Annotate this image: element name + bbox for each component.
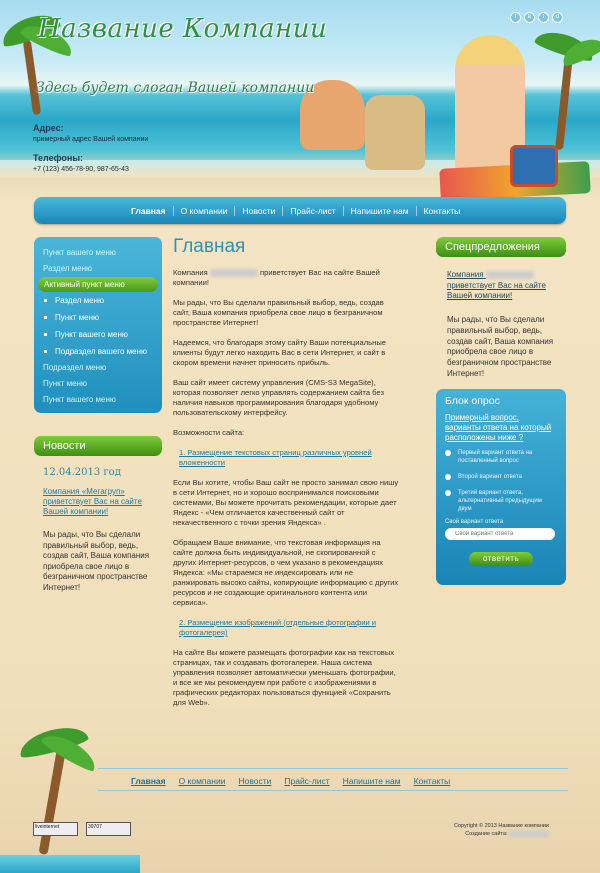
- main-content: [173, 236, 399, 718]
- top-nav: [34, 197, 566, 224]
- footer-nav: [131, 776, 463, 786]
- poll-option-label: Третий вариант ответа, альтернативный предыдущим двум: [458, 490, 542, 512]
- blurred-company-name: [210, 269, 258, 277]
- blurred-creator: [509, 831, 549, 837]
- nav-pricelist[interactable]: Прайс-лист: [282, 206, 342, 216]
- special-link-text: приветствует Вас на сайте Вашей компании!: [447, 280, 546, 300]
- address-label: Адрес:: [33, 123, 64, 133]
- news-heading: Новости: [34, 436, 162, 456]
- radio-icon[interactable]: [445, 450, 451, 456]
- company-logo[interactable]: Название Компании: [38, 14, 328, 44]
- footer-divider: [98, 768, 568, 769]
- paragraph: Надеемся, что благодаря этому сайту Ваши потенциальные клиенты будут легко находить Вас в сети Интернет, и сайт в скором времени начнет приносить прибыль.: [173, 338, 387, 367]
- palm-tree-left: [23, 40, 41, 115]
- poll-block: [436, 389, 566, 585]
- menu-item[interactable]: Подраздел меню: [43, 363, 107, 372]
- footer-divider: [98, 790, 568, 791]
- blurred-company-name: [486, 271, 534, 279]
- submenu-item[interactable]: Раздел меню: [34, 292, 162, 309]
- menu-item[interactable]: Раздел меню: [43, 264, 93, 273]
- menu-item[interactable]: Пункт вашего меню: [43, 395, 116, 404]
- sandcastle: [365, 95, 425, 170]
- twitter-icon[interactable]: t: [538, 12, 549, 23]
- phones-label: Телефоны:: [33, 153, 84, 163]
- special-offer-link[interactable]: [447, 270, 562, 302]
- odnoklassniki-icon[interactable]: o: [552, 12, 563, 23]
- poll-option-label: Первый вариант ответа на поставленный вопрос: [458, 450, 533, 464]
- paragraph: Возможности сайта:: [173, 428, 245, 437]
- paragraph: Если Вы хотите, чтобы Ваш сайт не просто занимал свою нишу в сети Интернет, но и хорошо воспринимался поисковыми системами, Вы можете прочитать рекомендации, которые дает Яндекс - «Чем отличается качественный сайт от некачественного с точки зрения Яндекса» .: [173, 478, 399, 527]
- own-answer-input[interactable]: [445, 528, 555, 540]
- submenu-item[interactable]: Подраздел вашего меню: [34, 343, 162, 360]
- menu-item-active[interactable]: Активный пункт меню: [38, 277, 158, 292]
- poll-option[interactable]: [445, 449, 557, 465]
- footer-nav-home[interactable]: Главная: [131, 776, 166, 786]
- copyright: [454, 822, 549, 838]
- vk-icon[interactable]: в: [524, 12, 535, 23]
- poll-title: Блок опрос: [445, 395, 500, 407]
- paragraph: На сайте Вы можете размещать фотографии как на текстовых страницах, так и создавать фотогалереи. Наша система управления позволяет автоматически уменьшать фотографии, и все же мы рекомендуем при работе с изображениями в графических редакторах пользоваться функцией «Сохранить для Web».: [173, 648, 396, 707]
- menu-item[interactable]: Пункт вашего меню: [43, 248, 116, 257]
- created-label: Создание сайта:: [465, 831, 508, 837]
- paragraph: Обращаем Ваше внимание, что текстовая информация на сайте должна быть индивидуальной, не скопированной с других Интернет-ресурсов, о чем указано в рекомендациях Яндекса: «Мы стараемся не индексировать или не ранжировать высоко сайты, копирующие информацию с других ресурсов и не создающие оригинального контента или сервиса».: [173, 538, 399, 607]
- paragraph: Ваш сайт имеет систему управления (CMS-S3 MegaSite), которая позволяет легко управлять содержанием сайта без наличия навыков программирования благодаря удобному пользовательскому интерфейсу.: [173, 378, 384, 417]
- news-text: Мы рады, что Вы сделали правильный выбор, ведь, создав сайт, Ваша компания приобрела свое лицо в безграничном пространстве Интернет!: [43, 530, 150, 592]
- poll-submit-button[interactable]: ответить: [469, 552, 533, 566]
- counter-badge[interactable]: 39707: [86, 822, 131, 836]
- special-offer-text: Мы рады, что Вы сделали правильный выбор, ведь, создав сайт, Ваша компания приобрела свое лицо в безграничном пространстве Интернет!: [447, 315, 554, 378]
- left-menu: [34, 237, 162, 413]
- intro-text: Компания: [173, 268, 208, 277]
- nav-contacts[interactable]: Контакты: [416, 206, 468, 216]
- radio-icon[interactable]: [445, 490, 451, 496]
- special-offers-heading: Спецпредложения: [436, 237, 566, 257]
- address-value: примерный адрес Вашей компании: [33, 136, 149, 143]
- created-by: [454, 830, 549, 838]
- submenu-item[interactable]: Пункт меню: [34, 309, 162, 326]
- feature-link-images[interactable]: 2. Размещение изображений (отдельные фотографии и фотогалерея): [179, 618, 377, 637]
- header: [0, 0, 600, 200]
- footer-nav-contacts[interactable]: Контакты: [413, 776, 451, 786]
- footer-nav-about[interactable]: О компании: [178, 776, 226, 786]
- news-date: 12.04.2013 год: [43, 467, 121, 478]
- palm-tree-right: [555, 55, 573, 150]
- paragraph: Мы рады, что Вы сделали правильный выбор, ведь, создав сайт, Ваша компания приобрела свое лицо в безграничном пространстве Интернет!: [173, 298, 384, 327]
- slogan: Здесь будет слоган Вашей компании: [36, 80, 315, 96]
- copyright-text: Copyright © 2013 Название компании: [453, 823, 549, 829]
- submenu-item[interactable]: Пункт вашего меню: [34, 326, 162, 343]
- bottom-water: [0, 855, 140, 873]
- intro-text: приветствует Вас на сайте Вашей компании!: [173, 268, 380, 287]
- nav-about[interactable]: О компании: [173, 206, 235, 216]
- radio-icon[interactable]: [445, 474, 451, 480]
- nav-contact-us[interactable]: Напишите нам: [343, 206, 416, 216]
- nav-news[interactable]: Новости: [234, 206, 282, 216]
- own-answer-label: Свой вариант ответа: [445, 519, 504, 525]
- beach-bag: [510, 145, 558, 187]
- menu-item[interactable]: Пункт меню: [43, 379, 88, 388]
- feature-link-pages[interactable]: 1. Размещение текстовых страниц различных уровней вложенности: [179, 448, 372, 467]
- nav-home[interactable]: Главная: [131, 205, 166, 216]
- poll-option[interactable]: [445, 473, 557, 481]
- poll-option-label: Второй вариант ответа: [458, 474, 522, 480]
- counter-badge[interactable]: liveinternet: [33, 822, 78, 836]
- phones-value: +7 (123) 456-78-90, 987-65-43: [33, 166, 129, 173]
- feature-link-para: [173, 618, 399, 638]
- facebook-icon[interactable]: f: [510, 12, 521, 23]
- footer-nav-contact-us[interactable]: Напишите нам: [342, 776, 401, 786]
- footer-nav-pricelist[interactable]: Прайс-лист: [284, 776, 330, 786]
- feature-link-para: [173, 448, 399, 468]
- header-contacts: [33, 123, 148, 183]
- page-title: Главная: [173, 236, 246, 257]
- special-link-text: Компания: [447, 270, 484, 279]
- social-icons: [510, 12, 563, 23]
- footer-nav-news[interactable]: Новости: [238, 776, 272, 786]
- poll-question[interactable]: Примерный вопрос, варианты ответа на который расположены ниже ?: [445, 413, 552, 442]
- news-link[interactable]: Компания «Мегагруп» приветствует Вас на сайте Вашей компании!: [43, 487, 142, 516]
- palm-tree-bottom: [39, 745, 67, 855]
- intro-paragraph: [173, 268, 399, 288]
- poll-option[interactable]: [445, 489, 557, 513]
